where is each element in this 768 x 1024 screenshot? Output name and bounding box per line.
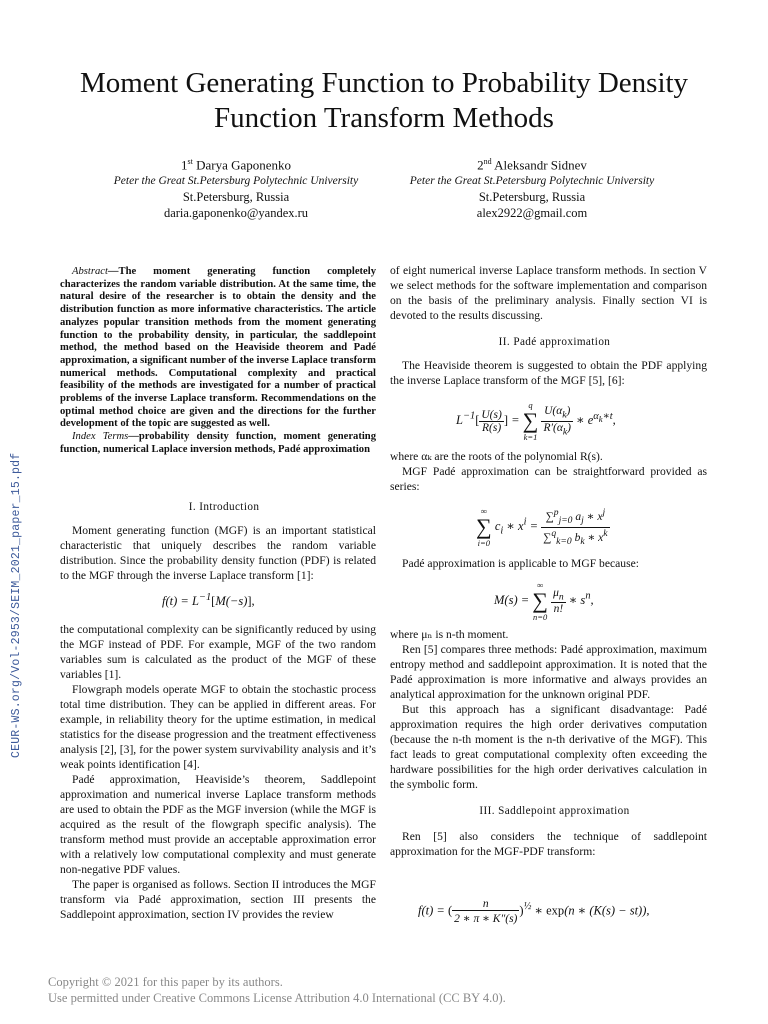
section-heading-saddlepoint: III. Saddlepoint approximation [479,805,630,817]
equation-pade-series: ∞ ∑ i=0 $c_i$ ∗ $x^i$ = $\frac{\sum^p_{j=0} a_j ∗ x^j}{\sum^q_{k=0} b_k ∗ x^k}$ [476,506,608,548]
index-terms-text: —probability density function, moment generating function, numerical Laplace inversion methods, Padé approximation [60,431,376,455]
equation-inverse-laplace: $f(t) = L^{-1}[M(-s)]$, [162,592,255,609]
author-name: 1st Darya Gaponenko [180,157,292,173]
right-mid-2 [390,556,707,571]
right-body [390,627,707,859]
footer-license [48,974,506,1006]
author-email: daria.gaponenko@yandex.ru [163,206,309,221]
left-body [60,622,376,922]
author-block-1 [86,154,386,221]
side-identifier: CEUR-WS.org/Vol-2953/SEIM_2021_paper_15.pdf [10,452,23,758]
author-name: 2nd Aleksandr Sidnev [477,157,587,173]
right-mid-1 [390,449,707,494]
paragraph: The paper is organised as follows. Section II introduces the MGF transform via Padé approximation, section III presents the Saddlepoint approximation, section IV provides the review [60,878,376,921]
paragraph: where μₙ is n-th moment. [390,628,509,641]
paper-title: Moment Generating Function to Probability Density Function Transform Methods [79,67,689,134]
right-top [390,263,707,388]
author-email: alex2922@gmail.com [476,206,588,221]
paragraph: Ren [5] compares three methods: Padé approximation, maximum entropy method and saddlepoint approximation. It is noted that the Padé approximation is more informative and always provides an analytical approximation for the unknown original PDF. [390,643,707,701]
paragraph: Flowgraph models operate MGF to obtain the stochastic process total time distribution. They can be applied in different areas. For example, in reliability theory for the uptime estimation, in medical statistics for the disease progression and the treatment effectiveness analysis [2], [3], for the power system survivability analysis and it’s weak points identification [4]. [60,683,376,771]
abstract-label: Abstract [72,266,108,277]
author-block-2 [382,154,682,221]
paragraph: Padé approximation is applicable to MGF because: [402,557,639,570]
paragraph: MGF Padé approximation can be straightforward provided as series: [390,465,707,493]
author-affiliation: Peter the Great St.Petersburg Polytechnic University [113,175,359,188]
footer-copyright: Copyright © 2021 for this paper by its authors. [48,975,283,989]
equation-mgf-moments: M(s) = ∞ ∑ n=0 $\frac{\mu_n}{n!}$ ∗ $s^n$, [494,580,594,622]
abstract-text: —The moment generating function completely characterizes the random variable distribution. At the same time, the natural desire of the researcher is to obtain the density and the distribution function as more informative characteristics. The article analyzes popular transition methods from the moment generating function to the probability density, in particular, the saddlepoint method, the method based on the Heaviside theorem and Padé approximation, a significant number of the inverse Laplace transform numerical methods. Computational complexity and practical feasibility of the methods are investigated for a number of practical problems of the inverse Laplace transform. Recommendations on the optimal method choice are given and the directions for the further development of the topic are suggested as well. [60,266,376,430]
paragraph: Ren [5] also considers the technique of saddlepoint approximation for the MGF-PDF transform: [390,830,707,858]
paragraph: Moment generating function (MGF) is an important statistical characteristic that uniquely describes the random variable distribution. Since the probability density function (PDF) is related to the MGF through the inverse Laplace transform [1]: [60,524,376,582]
author-city: St.Petersburg, Russia [478,190,586,205]
author-city: St.Petersburg, Russia [182,190,290,205]
paragraph: the computational complexity can be significantly reduced by using the MGF instead of PDF. For example, MGF of the two random variables sum is calculated as the product of the MGF of these variables [1]. [60,623,376,681]
section-heading-intro: I. Introduction [188,501,260,513]
paragraph: Padé approximation, Heaviside’s theorem, Saddlepoint approximation and numerical inverse Laplace transform methods are used to obtain the PDF as the MGF inversion (while the MGF is acquired as the result of the flowgraph specific analysis). The transform method must provide an acceptable approximation error with a relatively low computational complexity and must generate non-negative PDF values. [60,773,376,876]
paragraph: But this approach has a significant disadvantage: Padé approximation requires the high order derivatives computation (because the n-th moment is the n-th derivative of the MGF). This fact leads to great computational complexity often exceeding the hardware possibilities for the high order derivatives calculation in the symbolic form. [390,703,707,791]
paragraph: where αₖ are the roots of the polynomial R(s). [390,450,603,463]
equation-saddlepoint: f(t) = ( $\frac{n}{2 ∗ \pi ∗ K''(s)}$ )$^{\frac{1}{2}}$ ∗ exp(n ∗ (K(s) − st)), [418,898,650,925]
abstract-block [60,266,376,457]
equation-heaviside: $L^{-1}$[ $\frac{U(s)}{R(s)}$ ] = q ∑ k=1 $\frac{U(\alpha_k)}{R'(\alpha_k)}$ ∗ $e^{\alpha_k∗t}$, [456,400,616,442]
paragraph: The Heaviside theorem is suggested to obtain the PDF applying the inverse Laplace transform of the MGF [5], [6]: [390,359,707,387]
section-heading-pade: II. Padé approximation [498,336,611,348]
intro-block [60,500,376,583]
author-affiliation: Peter the Great St.Petersburg Polytechnic University [409,175,655,188]
footer-license-text: Use permitted under Creative Commons License Attribution 4.0 International (CC BY 4.0). [48,991,506,1005]
paragraph: of eight numerical inverse Laplace transform methods. In section V we select methods for the software implementation and comparison on the basis of the preliminary analysis. Finally section VI is devoted to the results discussing. [390,264,707,322]
index-terms-label: Index Terms [72,431,129,443]
